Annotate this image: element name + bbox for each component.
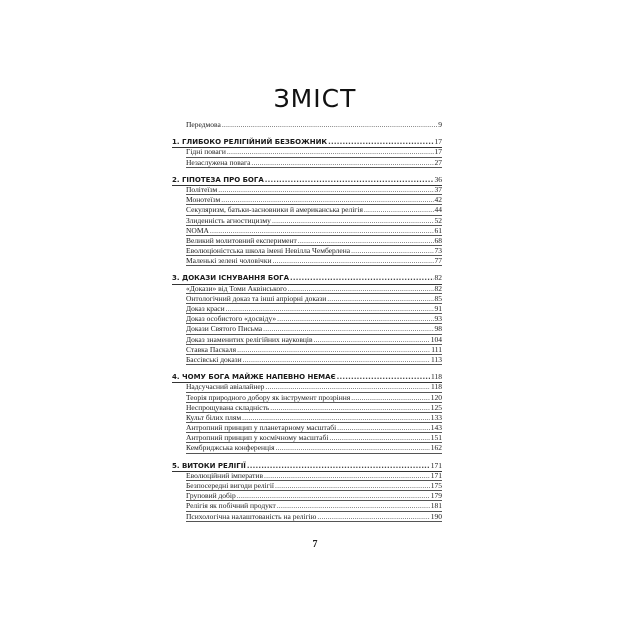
toc-chapter-title: 1. ГЛИБОКО РЕЛІГІЙНИЙ БЕЗБОЖНИК: [172, 138, 328, 147]
toc-chapter-page: 17: [434, 137, 442, 147]
toc-section-page: 181: [430, 501, 442, 511]
toc-chapter-title: 5. ВИТОКИ РЕЛІГІЇ: [172, 461, 246, 470]
toc-section-page: 118: [431, 382, 442, 392]
leader-dots: [329, 433, 429, 443]
leader-dots: [251, 158, 433, 168]
toc-chapter-page: 118: [431, 372, 442, 382]
toc-section-page: 111: [431, 344, 442, 354]
toc-chapter-entry[interactable]: [172, 175, 442, 185]
toc-section-page: 120: [430, 392, 442, 402]
toc-section-title: Ставка Паскаля: [186, 344, 237, 354]
leader-dots: [237, 345, 430, 355]
toc-section-entry[interactable]: [172, 345, 442, 355]
toc-section-page: 190: [430, 511, 442, 521]
toc-section-page: 104: [430, 334, 442, 344]
toc-section-page: 113: [431, 354, 442, 364]
toc-section-entry[interactable]: [172, 284, 442, 294]
toc-section-title: Культ білих плям: [186, 412, 242, 422]
leader-dots: [277, 501, 430, 511]
toc-section-entry[interactable]: [172, 393, 442, 403]
toc-section-title: Антропний принцип у планетарному масштабі: [186, 423, 337, 433]
toc-section-title: Надсучасний авіалайнер: [186, 382, 265, 392]
toc-section-entry[interactable]: [172, 195, 442, 205]
table-of-contents: [172, 120, 442, 522]
toc-section-entry[interactable]: [172, 294, 442, 304]
toc-section-entry[interactable]: [172, 304, 442, 314]
toc-section-title: Доказ знаменитих релігійних науковців: [186, 334, 313, 344]
toc-section-title: NOMA: [186, 225, 209, 235]
leader-dots: [351, 246, 433, 256]
leader-dots: [364, 205, 434, 215]
toc-section-page: 93: [434, 314, 442, 324]
toc-section-entry[interactable]: [172, 471, 442, 481]
leader-dots: [337, 423, 430, 433]
toc-chapter-entry[interactable]: [172, 137, 442, 147]
toc-section-page: 151: [430, 433, 442, 443]
toc-section-title: Монотеїзм: [186, 195, 221, 205]
toc-section-title: Незаслужена повага: [186, 157, 251, 167]
leader-dots: [263, 324, 433, 334]
toc-section-entry[interactable]: [172, 433, 442, 443]
toc-chapter-title: 3. ДОКАЗИ ІСНУВАННЯ БОГА: [172, 274, 290, 283]
toc-section-title: «Докази» від Томи Аквінського: [186, 283, 287, 293]
toc-section-entry[interactable]: [172, 512, 442, 522]
toc-chapter-entry[interactable]: [172, 273, 442, 283]
leader-dots: [290, 273, 433, 283]
toc-section-title: Докази Святого Письма: [186, 324, 263, 334]
toc-section-title: Гідні поваги: [186, 147, 226, 157]
toc-section-page: 162: [430, 443, 442, 453]
toc-section-title: Антропний принцип у космічному масштабі: [186, 433, 329, 443]
toc-section-title: Маленькі зелені чоловічки: [186, 256, 272, 266]
toc-section-entry[interactable]: [172, 423, 442, 433]
page-number: 7: [312, 539, 318, 550]
chapter-gap: [172, 130, 442, 137]
toc-section-entry[interactable]: [172, 236, 442, 246]
page-title: ЗМІСТ: [273, 84, 357, 113]
leader-dots: [317, 512, 429, 522]
toc-section-title: Секуляризм, батьки-засновники й американська релігія: [186, 205, 363, 215]
toc-section-entry[interactable]: [172, 205, 442, 215]
toc-section-entry[interactable]: [172, 256, 442, 266]
toc-section-page: 85: [434, 293, 442, 303]
leader-dots: [243, 355, 430, 365]
leader-dots: [327, 294, 433, 304]
leader-dots: [264, 471, 430, 481]
leader-dots: [222, 120, 437, 130]
toc-section-page: 68: [434, 235, 442, 245]
leader-dots: [272, 216, 434, 226]
leader-dots: [314, 335, 430, 345]
toc-section-entry[interactable]: [172, 226, 442, 236]
toc-chapter-entry[interactable]: [172, 461, 442, 471]
leader-dots: [328, 137, 433, 147]
toc-section-entry[interactable]: [172, 335, 442, 345]
toc-section-entry[interactable]: [172, 185, 442, 195]
toc-section-page: 133: [430, 412, 442, 422]
toc-chapter-entry[interactable]: [172, 372, 442, 382]
toc-section-title: Психологічна налаштованість на релігію: [186, 511, 317, 521]
leader-dots: [298, 236, 434, 246]
toc-section-page: 37: [434, 184, 442, 194]
toc-section-title: Доказ особистого «досвіду»: [186, 314, 277, 324]
toc-section-title: Доказ краси: [186, 304, 225, 313]
toc-section-title: Еволюціоністська школа імені Невілла Чемберлена: [186, 246, 351, 256]
leader-dots: [351, 393, 430, 403]
toc-section-title: Неспрощувана складність: [186, 402, 270, 412]
toc-section-entry[interactable]: [172, 413, 442, 423]
toc-section-entry[interactable]: [172, 481, 442, 491]
toc-section-page: 98: [434, 324, 442, 334]
toc-section-page: 42: [434, 195, 442, 205]
toc-section-title: Еволюційний імператив: [186, 470, 263, 480]
toc-section-page: 52: [434, 215, 442, 225]
toc-entry-title: Передмова: [186, 120, 221, 129]
toc-section-entry[interactable]: [172, 216, 442, 226]
toc-section-page: 171: [430, 470, 442, 480]
toc-section-page: 143: [430, 423, 442, 433]
toc-entry-page: 9: [438, 120, 442, 129]
toc-section-title: Бассівські докази: [186, 354, 242, 364]
toc-section-entry[interactable]: [172, 501, 442, 511]
toc-section-page: 82: [434, 283, 442, 293]
toc-chapter-page: 36: [434, 174, 442, 184]
chapter-gap: [172, 365, 442, 372]
toc-section-title: Великий молитовний експеримент: [186, 235, 297, 245]
toc-chapter-title: 2. ГІПОТЕЗА ПРО БОГА: [172, 175, 264, 184]
toc-section-entry[interactable]: [172, 158, 442, 168]
toc-section-page: 77: [434, 256, 442, 266]
chapter-gap: [172, 454, 442, 461]
toc-section-title: Безпосередні вигоди релігії: [186, 481, 274, 490]
toc-preface-entry[interactable]: [172, 120, 442, 130]
leader-dots: [242, 413, 430, 423]
toc-section-title: Кембриджська конференція: [186, 443, 275, 453]
toc-section-entry[interactable]: [172, 314, 442, 324]
leader-dots: [265, 175, 434, 185]
toc-section-page: 17: [434, 147, 442, 157]
leader-dots: [221, 195, 433, 205]
toc-chapter-page: 171: [430, 460, 442, 470]
toc-section-title: Релігія як побічний продукт: [186, 501, 276, 511]
toc-section-entry[interactable]: [172, 147, 442, 157]
toc-section-page: 73: [434, 246, 442, 256]
chapter-gap: [172, 168, 442, 175]
leader-dots: [288, 284, 434, 294]
toc-section-page: 125: [430, 402, 442, 412]
toc-section-entry[interactable]: [172, 246, 442, 256]
leader-dots: [237, 491, 430, 501]
toc-section-title: Злиденність агностицизму: [186, 215, 271, 225]
leader-dots: [276, 443, 430, 453]
toc-chapter-page: 82: [434, 273, 442, 283]
chapter-gap: [172, 266, 442, 273]
toc-section-entry[interactable]: [172, 443, 442, 453]
toc-section-page: 44: [434, 205, 442, 215]
leader-dots: [218, 185, 433, 195]
toc-section-page: 91: [434, 304, 442, 313]
toc-section-title: Політеїзм: [186, 184, 218, 194]
toc-section-page: 175: [430, 481, 442, 490]
leader-dots: [226, 304, 434, 314]
toc-section-title: Груповий добір: [186, 491, 236, 501]
toc-section-title: Теорія природного добору як інструмент прозріння: [186, 392, 351, 402]
toc-section-page: 27: [434, 157, 442, 167]
toc-section-page: 179: [430, 491, 442, 501]
leader-dots: [227, 147, 434, 157]
leader-dots: [247, 461, 430, 471]
toc-section-entry[interactable]: [172, 355, 442, 365]
leader-dots: [270, 403, 429, 413]
leader-dots: [337, 372, 430, 382]
leader-dots: [275, 481, 430, 491]
leader-dots: [277, 314, 433, 324]
toc-section-entry[interactable]: [172, 382, 442, 392]
leader-dots: [272, 256, 433, 266]
toc-section-page: 61: [434, 225, 442, 235]
toc-section-entry[interactable]: [172, 491, 442, 501]
leader-dots: [265, 382, 430, 392]
toc-section-title: Онтологічний доказ та інші апріорні докази: [186, 293, 327, 303]
toc-chapter-title: 4. ЧОМУ БОГА МАЙЖЕ НАПЕВНО НЕМАЄ: [172, 373, 336, 382]
toc-section-entry[interactable]: [172, 403, 442, 413]
toc-section-entry[interactable]: [172, 324, 442, 334]
leader-dots: [210, 226, 434, 236]
